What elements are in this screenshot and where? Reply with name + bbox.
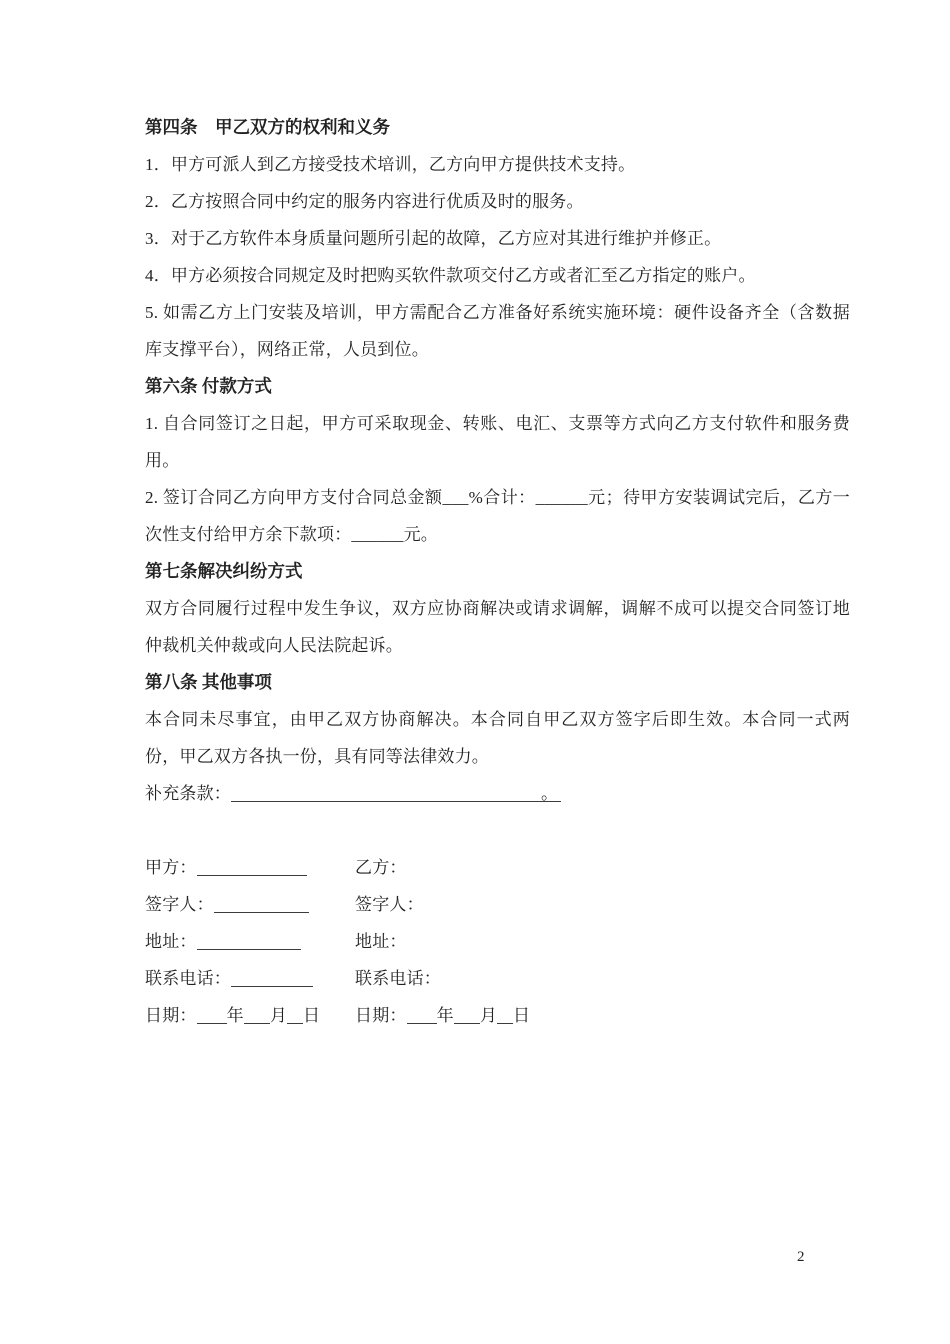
- date-a-year-label: 年: [226, 1006, 244, 1025]
- article6-item-2: 2. 签订合同乙方向甲方支付合同总金额___%合计：______元；待甲方安装调试完后，乙方一次性支付给甲方余下款项：______元。: [145, 488, 850, 544]
- signature-row-signer: [145, 886, 850, 923]
- supplement-blank-line: [231, 787, 561, 802]
- date-b-day-blank: [497, 1009, 513, 1024]
- date-b-month-blank: [454, 1009, 480, 1024]
- date-b-day-label: 日: [513, 1006, 531, 1025]
- date-a-month-blank: [244, 1009, 270, 1024]
- party-b-field: [355, 849, 407, 886]
- article7-heading: 第七条解决纠纷方式: [145, 561, 303, 581]
- signer-b-field: [355, 886, 424, 923]
- party-a-field: [145, 849, 355, 886]
- address-a-blank-line: [197, 935, 301, 950]
- supplement-period: 。: [541, 784, 559, 803]
- article8-heading: 第八条 其他事项: [145, 672, 272, 692]
- phone-b-label: 联系电话：: [355, 969, 441, 988]
- date-b-field: [355, 997, 530, 1034]
- supplement-clause-line: [145, 775, 850, 812]
- article4-item-2: 2．乙方按照合同中约定的服务内容进行优质及时的服务。: [145, 192, 584, 211]
- signer-a-label: 签字人：: [145, 895, 214, 914]
- phone-b-field: [355, 960, 441, 997]
- signature-row-party: [145, 849, 850, 886]
- article4-item-1: 1．甲方可派人到乙方接受技术培训，乙方向甲方提供技术支持。: [145, 155, 636, 174]
- date-b-year-blank: [407, 1009, 437, 1024]
- blank-paragraph-spacer: [145, 812, 850, 849]
- party-a-blank-line: [197, 861, 307, 876]
- signer-a-field: [145, 886, 355, 923]
- phone-a-field: [145, 960, 355, 997]
- date-a-label: 日期：: [145, 1006, 197, 1025]
- date-a-field: [145, 997, 355, 1034]
- party-a-label: 甲方：: [145, 858, 197, 877]
- article8-body: 本合同未尽事宜，由甲乙双方协商解决。本合同自甲乙双方签字后即生效。本合同一式两份，甲乙双方各执一份，具有同等法律效力。: [145, 710, 850, 766]
- date-a-day-label: 日: [303, 1006, 321, 1025]
- signature-row-date: [145, 997, 850, 1034]
- article4-item-4: 4．甲方必须按合同规定及时把购买软件款项交付乙方或者汇至乙方指定的账户。: [145, 266, 756, 285]
- article4-item-5: 5. 如需乙方上门安装及培训，甲方需配合乙方准备好系统实施环境：硬件设备齐全（含数据库支撑平台），网络正常，人员到位。: [145, 303, 850, 359]
- address-a-field: [145, 923, 355, 960]
- date-b-label: 日期：: [355, 1006, 407, 1025]
- address-b-field: [355, 923, 407, 960]
- page-number: 2: [797, 1249, 805, 1265]
- supplement-label: 补充条款：: [145, 784, 231, 803]
- date-a-year-blank: [197, 1009, 227, 1024]
- contract-body: [145, 109, 850, 1034]
- signer-b-label: 签字人：: [355, 895, 424, 914]
- signature-row-address: [145, 923, 850, 960]
- address-a-label: 地址：: [145, 932, 197, 951]
- article6-heading: 第六条 付款方式: [145, 376, 272, 396]
- article6-item-1: 1. 自合同签订之日起，甲方可采取现金、转账、电汇、支票等方式向乙方支付软件和服务费用。: [145, 414, 850, 470]
- date-b-year-label: 年: [436, 1006, 454, 1025]
- signer-a-blank-line: [214, 898, 309, 913]
- article7-body: 双方合同履行过程中发生争议，双方应协商解决或请求调解，调解不成可以提交合同签订地仲裁机关仲裁或向人民法院起诉。: [145, 599, 850, 655]
- article4-heading: 第四条 甲乙双方的权利和义务: [145, 117, 390, 137]
- date-b-month-label: 月: [479, 1006, 498, 1025]
- party-b-label: 乙方：: [355, 858, 407, 877]
- address-b-label: 地址：: [355, 932, 407, 951]
- article4-item-3: 3．对于乙方软件本身质量问题所引起的故障，乙方应对其进行维护并修正。: [145, 229, 722, 248]
- phone-a-label: 联系电话：: [145, 969, 231, 988]
- phone-a-blank-line: [231, 972, 313, 987]
- date-a-month-label: 月: [269, 1006, 288, 1025]
- date-a-day-blank: [287, 1009, 303, 1024]
- signature-row-phone: [145, 960, 850, 997]
